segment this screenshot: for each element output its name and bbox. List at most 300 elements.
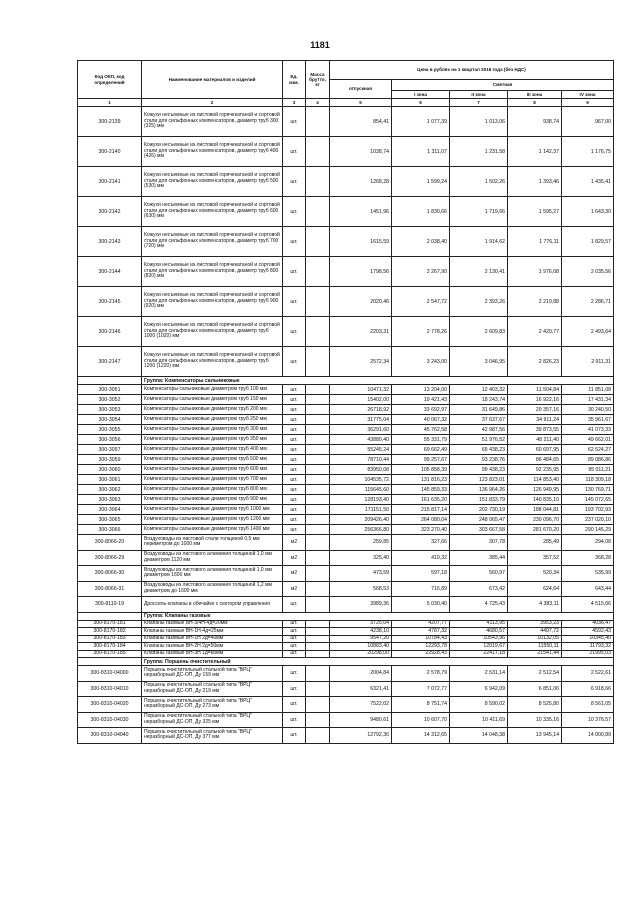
group-blank-cell — [78, 377, 142, 385]
item-name: Компенсаторы сальниковые диаметром труб 1200 мм — [142, 515, 283, 525]
item-unit: шт. — [283, 317, 306, 347]
price-table — [77, 60, 614, 744]
release-price: 473,59 — [330, 566, 392, 582]
item-mass — [306, 257, 330, 287]
item-mass — [306, 385, 330, 395]
item-unit: шт. — [283, 643, 306, 651]
zone-1-price: 716,89 — [392, 581, 450, 597]
table-row — [78, 650, 614, 658]
item-code: 300-8170-182 — [78, 628, 142, 636]
item-unit: шт. — [283, 415, 306, 425]
item-name: Воздуховоды из листового алюминия толщиной 1,0 мм диаметром 1120 мм — [142, 550, 283, 566]
group-blank-cell — [78, 612, 142, 620]
table-row — [78, 597, 614, 613]
item-name: Поршень очистительный стальной типа "ВРЦ" неразборный ДС-ОП, Ду 273 мм — [142, 697, 283, 713]
release-price: 209426,40 — [330, 515, 392, 525]
zone-3-price: 520,34 — [508, 566, 562, 582]
zone-4-price: 11793,32 — [562, 643, 614, 651]
item-unit: шт. — [283, 167, 306, 197]
zone-2-price: 1 013,06 — [450, 107, 508, 137]
table-row — [78, 445, 614, 455]
zone-2-price: 1 914,62 — [450, 227, 508, 257]
item-code: 300-2146 — [78, 317, 142, 347]
release-price: 9480,61 — [330, 712, 392, 728]
table-row — [78, 666, 614, 682]
item-code: 300-2140 — [78, 137, 142, 167]
zone-3-price: 3953,23 — [508, 620, 562, 628]
zone-1-price: 4787,32 — [392, 628, 450, 636]
zone-4-price: 118 309,18 — [562, 475, 614, 485]
item-unit: шт. — [283, 455, 306, 465]
zone-3-price: 1 595,27 — [508, 197, 562, 227]
table-row — [78, 697, 614, 713]
zone-4-price: 967,00 — [562, 107, 614, 137]
zone-3-price: 126 949,95 — [508, 485, 562, 495]
column-number: 2 — [142, 99, 283, 107]
zone-2-price: 4113,95 — [450, 620, 508, 628]
item-mass — [306, 681, 330, 697]
zone-1-price: 10 607,70 — [392, 712, 450, 728]
item-unit: шт. — [283, 227, 306, 257]
release-price: 104535,72 — [330, 475, 392, 485]
header-zone-2: II зона — [450, 91, 508, 99]
table-row — [78, 628, 614, 636]
item-code: 300-2143 — [78, 227, 142, 257]
page-number: 1181 — [310, 40, 330, 50]
table-row — [78, 137, 614, 167]
zone-4-price: 193 702,93 — [562, 505, 614, 515]
zone-1-price: 327,66 — [392, 535, 450, 551]
zone-2-price: 2 531,14 — [450, 666, 508, 682]
column-number: 6 — [392, 99, 450, 107]
zone-4-price: 41 073,33 — [562, 425, 614, 435]
release-price: 55245,24 — [330, 445, 392, 455]
zone-1-price: 264 080,04 — [392, 515, 450, 525]
zone-1-price: 2 778,26 — [392, 317, 450, 347]
release-price: 6321,41 — [330, 681, 392, 697]
item-code: 300-8310-04030 — [78, 712, 142, 728]
zone-4-price: 10345,40 — [562, 635, 614, 643]
item-name: Кожухи несъемные из листовой горячекатаной и сортовой стали для сильфонных компенсаторов, диаметр труб 800 (820) мм — [142, 257, 283, 287]
item-code: 300-8310-04010 — [78, 681, 142, 697]
table-row — [78, 197, 614, 227]
release-price: 2203,31 — [330, 317, 392, 347]
item-name: Кожухи несъемные из листовой горячекатаной и сортовой стали для сильфонных компенсаторов, диаметр труб 900 (920) мм — [142, 287, 283, 317]
release-price: 115645,60 — [330, 485, 392, 495]
item-code: 300-3066 — [78, 525, 142, 535]
zone-2-price: 1 502,26 — [450, 167, 508, 197]
item-unit: шт. — [283, 435, 306, 445]
zone-2-price: 31 649,86 — [450, 405, 508, 415]
zone-1-price: 2 267,90 — [392, 257, 450, 287]
item-unit: шт. — [283, 697, 306, 713]
table-row — [78, 227, 614, 257]
zone-1-price: 45 762,58 — [392, 425, 450, 435]
item-mass — [306, 485, 330, 495]
item-code: 300-8066-20 — [78, 535, 142, 551]
zone-2-price: 12 403,32 — [450, 385, 508, 395]
group-title: Группа: Поршень очистительный — [142, 658, 614, 666]
item-code: 300-3061 — [78, 475, 142, 485]
zone-2-price: 10543,96 — [450, 635, 508, 643]
item-name: Кожухи несъемные из листовой горячекатаной и сортовой стали для сильфонных компенсаторов, диаметр труб 700 (720) мм — [142, 227, 283, 257]
item-name: Воздуховоды из листового алюминия толщиной 1,2 мм диаметром до 1600 мм — [142, 581, 283, 597]
zone-1-price: 99 257,67 — [392, 455, 450, 465]
zone-4-price: 294,08 — [562, 535, 614, 551]
item-name: Поршень очистительный стальной типа "ВРЦ" неразборный ДС-ОП, Ду 219 мм — [142, 681, 283, 697]
zone-3-price: 285,49 — [508, 535, 562, 551]
zone-2-price: 18 243,74 — [450, 395, 508, 405]
table-row — [78, 425, 614, 435]
zone-4-price: 368,28 — [562, 550, 614, 566]
release-price: 7522,02 — [330, 697, 392, 713]
item-unit: шт. — [283, 485, 306, 495]
item-mass — [306, 535, 330, 551]
item-code: 300-2142 — [78, 197, 142, 227]
item-name: Компенсаторы сальниковые диаметром труб 1400 мм — [142, 525, 283, 535]
item-name: Компенсаторы сальниковые диаметром труб 400 мм — [142, 445, 283, 455]
zone-3-price: 1 142,37 — [508, 137, 562, 167]
column-number: 9 — [562, 99, 614, 107]
item-unit: шт. — [283, 515, 306, 525]
zone-4-price: 1 829,57 — [562, 227, 614, 257]
zone-3-price: 2 420,77 — [508, 317, 562, 347]
item-name: Воздуховоды из листовой стали толщиной 0,5 мм периметром до 1000 мм — [142, 535, 283, 551]
zone-4-price: 130 769,71 — [562, 485, 614, 495]
item-code: 300-3055 — [78, 425, 142, 435]
zone-4-price: 643,44 — [562, 581, 614, 597]
zone-3-price: 624,64 — [508, 581, 562, 597]
item-unit: шт. — [283, 405, 306, 415]
item-name: Кожухи несъемные из листовой горячекатаной и сортовой стали для сильфонных компенсаторов, диаметр труб 600 (630) мм — [142, 197, 283, 227]
release-price: 171151,50 — [330, 505, 392, 515]
item-name: Дроссель-клапаны в обечайке с сектором управления — [142, 597, 283, 613]
table-row — [78, 681, 614, 697]
item-unit: шт. — [283, 525, 306, 535]
header-code: Код ОКП, код определений — [78, 61, 142, 99]
zone-1-price: 2 547,72 — [392, 287, 450, 317]
zone-4-price: 6 918,66 — [562, 681, 614, 697]
zone-2-price: 385,44 — [450, 550, 508, 566]
item-mass — [306, 495, 330, 505]
zone-2-price: 4680,57 — [450, 628, 508, 636]
item-mass — [306, 425, 330, 435]
item-name: Поршень очистительный стальной типа "ВРЦ" неразборный ДС-ОП, Ду 325 мм — [142, 712, 283, 728]
item-mass — [306, 455, 330, 465]
column-number: 5 — [330, 99, 392, 107]
item-code: 300-3065 — [78, 515, 142, 525]
zone-1-price: 5 030,40 — [392, 597, 450, 613]
zone-2-price: 560,97 — [450, 566, 508, 582]
release-price: 20298,00 — [330, 650, 392, 658]
release-price: 325,40 — [330, 550, 392, 566]
zone-2-price: 307,78 — [450, 535, 508, 551]
zone-2-price: 10 411,69 — [450, 712, 508, 728]
item-unit: шт. — [283, 712, 306, 728]
item-code: 300-8110-19 — [78, 597, 142, 613]
release-price: 83950,08 — [330, 465, 392, 475]
item-code: 300-8066-31 — [78, 581, 142, 597]
item-unit: шт. — [283, 475, 306, 485]
group-title: Группа: Клапаны газовые — [142, 612, 614, 620]
zone-2-price: 673,42 — [450, 581, 508, 597]
release-price: 36291,60 — [330, 425, 392, 435]
table-row — [78, 515, 614, 525]
group-row — [78, 658, 614, 666]
table-row — [78, 728, 614, 744]
zone-4-price: 237 020,10 — [562, 515, 614, 525]
zone-3-price: 29 357,16 — [508, 405, 562, 415]
zone-4-price: 1 643,30 — [562, 197, 614, 227]
release-price: 854,41 — [330, 107, 392, 137]
zone-4-price: 10 376,57 — [562, 712, 614, 728]
release-price: 2020,46 — [330, 287, 392, 317]
zone-1-price: 1 077,39 — [392, 107, 450, 137]
item-code: 300-2147 — [78, 347, 142, 377]
zone-2-price: 1 231,58 — [450, 137, 508, 167]
zone-4-price: 2 522,61 — [562, 666, 614, 682]
release-price: 256366,80 — [330, 525, 392, 535]
item-unit: м2 — [283, 535, 306, 551]
zone-2-price: 136 964,26 — [450, 485, 508, 495]
item-mass — [306, 475, 330, 485]
item-unit: м2 — [283, 581, 306, 597]
table-row — [78, 385, 614, 395]
item-unit: шт. — [283, 287, 306, 317]
item-mass — [306, 505, 330, 515]
zone-1-price: 7 072,77 — [392, 681, 450, 697]
table-row — [78, 635, 614, 643]
item-unit: шт. — [283, 385, 306, 395]
item-name: Поршень очистительный стальной типа "ВРЦ" неразборный ДС-ОП, Ду 159 мм — [142, 666, 283, 682]
release-price: 4238,10 — [330, 628, 392, 636]
item-name: Компенсаторы сальниковые диаметром труб 250 мм — [142, 415, 283, 425]
zone-2-price: 123 823,01 — [450, 475, 508, 485]
zone-3-price: 21541,44 — [508, 650, 562, 658]
item-mass — [306, 666, 330, 682]
item-code: 300-3051 — [78, 385, 142, 395]
table-row — [78, 550, 614, 566]
zone-1-price: 3 243,00 — [392, 347, 450, 377]
item-name: Компенсаторы сальниковые диаметром труб 300 мм — [142, 425, 283, 435]
zone-3-price: 8 525,80 — [508, 697, 562, 713]
zone-1-price: 69 662,49 — [392, 445, 450, 455]
zone-2-price: 22417,18 — [450, 650, 508, 658]
release-price: 568,53 — [330, 581, 392, 597]
zone-4-price: 17 431,34 — [562, 395, 614, 405]
zone-1-price: 1 830,66 — [392, 197, 450, 227]
zone-3-price: 39 873,55 — [508, 425, 562, 435]
zone-2-price: 42 987,56 — [450, 425, 508, 435]
item-mass — [306, 620, 330, 628]
column-number: 8 — [508, 99, 562, 107]
item-name: Компенсаторы сальниковые диаметром труб 600 мм — [142, 465, 283, 475]
item-mass — [306, 597, 330, 613]
column-number: 3 — [283, 99, 306, 107]
zone-1-price: 323 270,40 — [392, 525, 450, 535]
zone-3-price: 11550,11 — [508, 643, 562, 651]
item-code: 300-8310-04000 — [78, 666, 142, 682]
item-mass — [306, 227, 330, 257]
zone-3-price: 10 335,16 — [508, 712, 562, 728]
item-mass — [306, 445, 330, 455]
item-mass — [306, 317, 330, 347]
zone-4-price: 8 561,05 — [562, 697, 614, 713]
zone-4-price: 89 086,86 — [562, 455, 614, 465]
zone-3-price: 2 826,23 — [508, 347, 562, 377]
item-mass — [306, 635, 330, 643]
table-row — [78, 581, 614, 597]
item-code: 300-3053 — [78, 405, 142, 415]
zone-3-price: 92 235,95 — [508, 465, 562, 475]
table-row — [78, 465, 614, 475]
header-release-price: отпускная — [330, 80, 392, 99]
zone-2-price: 2 130,41 — [450, 257, 508, 287]
item-code: 300-3057 — [78, 445, 142, 455]
item-name: Компенсаторы сальниковые диаметром труб 800 мм — [142, 485, 283, 495]
item-unit: шт. — [283, 597, 306, 613]
zone-1-price: 131 816,23 — [392, 475, 450, 485]
zone-4-price: 4592,43 — [562, 628, 614, 636]
header-zone-1: I зона — [392, 91, 450, 99]
item-name: Компенсаторы сальниковые диаметром труб 900 мм — [142, 495, 283, 505]
zone-2-price: 2 393,26 — [450, 287, 508, 317]
zone-4-price: 62 524,27 — [562, 445, 614, 455]
zone-2-price: 248 065,47 — [450, 515, 508, 525]
table-row — [78, 505, 614, 515]
item-mass — [306, 287, 330, 317]
item-mass — [306, 628, 330, 636]
zone-2-price: 4 725,43 — [450, 597, 508, 613]
item-unit: шт. — [283, 628, 306, 636]
item-mass — [306, 107, 330, 137]
zone-2-price: 99 438,23 — [450, 465, 508, 475]
release-price: 26718,92 — [330, 405, 392, 415]
zone-2-price: 14 048,38 — [450, 728, 508, 744]
item-code: 300-2144 — [78, 257, 142, 287]
item-code: 300-3052 — [78, 395, 142, 405]
item-unit: шт. — [283, 728, 306, 744]
table-row — [78, 347, 614, 377]
item-mass — [306, 405, 330, 415]
zone-4-price: 11 851,08 — [562, 385, 614, 395]
item-unit: шт. — [283, 465, 306, 475]
release-price: 9547,20 — [330, 635, 392, 643]
item-unit: шт. — [283, 666, 306, 682]
table-row — [78, 287, 614, 317]
table-row — [78, 405, 614, 415]
release-price: 10883,40 — [330, 643, 392, 651]
item-code: 300-8170-183 — [78, 635, 142, 643]
zone-4-price: 2 493,64 — [562, 317, 614, 347]
item-mass — [306, 550, 330, 566]
item-name: Воздуховоды из листового алюминия толщиной 1,0 мм диаметром 1600 мм — [142, 566, 283, 582]
item-unit: шт. — [283, 620, 306, 628]
item-unit: шт. — [283, 257, 306, 287]
item-unit: шт. — [283, 197, 306, 227]
zone-3-price: 140 835,10 — [508, 495, 562, 505]
zone-3-price: 357,52 — [508, 550, 562, 566]
zone-3-price: 16 922,16 — [508, 395, 562, 405]
item-name: Кожухи несъемные из листовой горячекатаной и сортовой стали для сильфонных компенсаторов, диаметр труб 1200 (1220) мм — [142, 347, 283, 377]
zone-4-price: 21995,03 — [562, 650, 614, 658]
zone-3-price: 1 976,08 — [508, 257, 562, 287]
group-blank-cell — [78, 658, 142, 666]
item-mass — [306, 435, 330, 445]
table-row — [78, 415, 614, 425]
item-code: 300-2139 — [78, 107, 142, 137]
item-unit: шт. — [283, 347, 306, 377]
item-name: Компенсаторы сальниковые диаметром труб 150 мм — [142, 395, 283, 405]
zone-2-price: 2 609,83 — [450, 317, 508, 347]
release-price: 259,85 — [330, 535, 392, 551]
table-row — [78, 317, 614, 347]
zone-4-price: 290 145,29 — [562, 525, 614, 535]
group-row — [78, 377, 614, 385]
table-row — [78, 495, 614, 505]
item-unit: шт. — [283, 425, 306, 435]
zone-1-price: 1 599,24 — [392, 167, 450, 197]
release-price: 3989,36 — [330, 597, 392, 613]
zone-2-price: 8 590,02 — [450, 697, 508, 713]
table-row — [78, 167, 614, 197]
item-mass — [306, 465, 330, 475]
item-code: 300-3056 — [78, 435, 142, 445]
item-mass — [306, 728, 330, 744]
item-code: 300-3062 — [78, 485, 142, 495]
item-code: 300-8170-185 — [78, 650, 142, 658]
item-code: 300-8066-29 — [78, 550, 142, 566]
release-price: 78710,44 — [330, 455, 392, 465]
table-row — [78, 107, 614, 137]
header-price: Цена в рублях на 1 квартал 2016 года (без НДС) — [330, 61, 614, 80]
column-number: 7 — [450, 99, 508, 107]
item-mass — [306, 697, 330, 713]
item-code: 300-8066-30 — [78, 566, 142, 582]
zone-3-price: 230 096,70 — [508, 515, 562, 525]
zone-2-price: 6 942,09 — [450, 681, 508, 697]
zone-4-price: 4036,47 — [562, 620, 614, 628]
item-mass — [306, 650, 330, 658]
zone-2-price: 202 730,19 — [450, 505, 508, 515]
release-price: 1451,96 — [330, 197, 392, 227]
zone-1-price: 19 421,43 — [392, 395, 450, 405]
zone-4-price: 2 035,56 — [562, 257, 614, 287]
zone-3-price: 60 697,95 — [508, 445, 562, 455]
item-name: Компенсаторы сальниковые диаметром труб 700 мм — [142, 475, 283, 485]
zone-2-price: 93 238,76 — [450, 455, 508, 465]
item-unit: шт. — [283, 495, 306, 505]
zone-2-price: 3 046,95 — [450, 347, 508, 377]
item-name: Кожухи несъемные из листовой горячекатаной и сортовой стали для сильфонных компенсаторов, диаметр труб 500 (530) мм — [142, 167, 283, 197]
zone-1-price: 161 635,20 — [392, 495, 450, 505]
item-code: 300-3064 — [78, 505, 142, 515]
release-price: 43880,40 — [330, 435, 392, 445]
table-row — [78, 395, 614, 405]
item-mass — [306, 581, 330, 597]
zone-3-price: 13 945,14 — [508, 728, 562, 744]
zone-3-price: 1 776,11 — [508, 227, 562, 257]
table-row — [78, 525, 614, 535]
item-unit: шт. — [283, 650, 306, 658]
zone-3-price: 48 211,40 — [508, 435, 562, 445]
table-row — [78, 257, 614, 287]
item-mass — [306, 566, 330, 582]
release-price: 1268,28 — [330, 167, 392, 197]
group-title: Группа: Компенсаторы сальниковые — [142, 377, 614, 385]
release-price: 1038,74 — [330, 137, 392, 167]
zone-1-price: 105 858,39 — [392, 465, 450, 475]
